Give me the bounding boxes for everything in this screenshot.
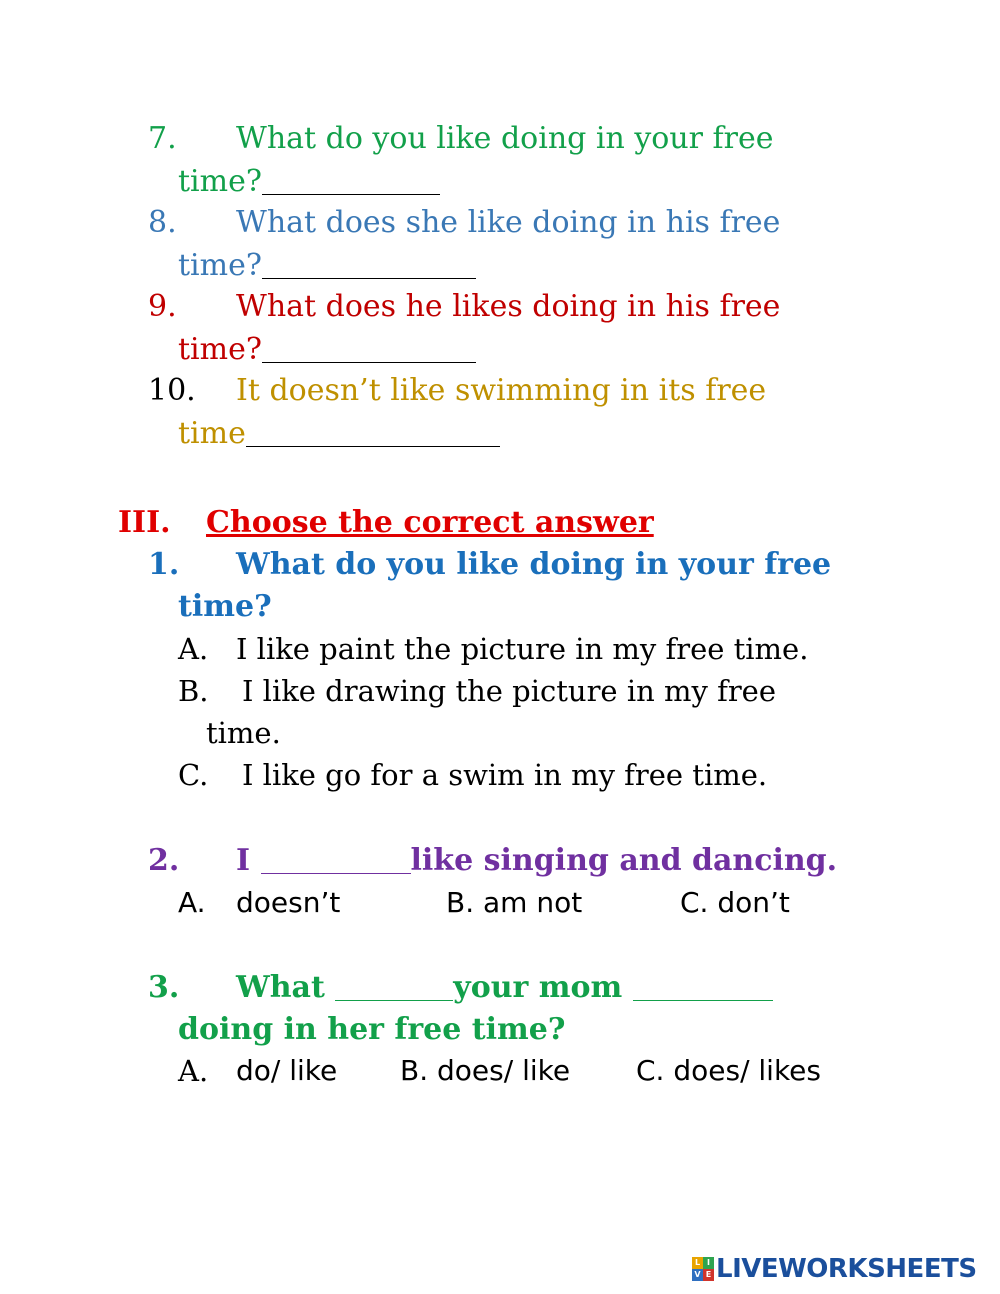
logo-icon-v: V (692, 1269, 703, 1281)
mc-q2-option-a-letter: A. (178, 886, 206, 919)
q7-text-line2 (178, 164, 440, 199)
q7-answer-blank[interactable] (262, 170, 440, 195)
q7-time: time? (178, 164, 262, 199)
mc-q1-option-b-line2[interactable]: time. (206, 716, 281, 750)
mc-q2-text-start: I (236, 843, 251, 878)
mc-q3-option-a[interactable]: do/ like (236, 1054, 338, 1087)
mc-q2-option-a[interactable]: doesn’t (236, 886, 341, 919)
section-heading: Choose the correct answer (206, 505, 654, 540)
q8-time: time? (178, 248, 262, 283)
q8-text: What does she like doing in his free (236, 205, 781, 240)
q10-text: It doesn’t like swimming in its free (236, 373, 767, 408)
q7-text: What do you like doing in your free (236, 121, 774, 156)
mc-q3-text-middle: your mom (453, 970, 623, 1005)
q8-text-line2 (178, 248, 476, 283)
mc-q2-option-b[interactable]: B. am not (446, 886, 583, 919)
mc-q3-option-a-letter: A. (178, 1054, 209, 1088)
mc-q1-option-c-letter: C. (178, 758, 209, 792)
mc-q3-blank-1[interactable] (335, 976, 453, 1001)
q9-answer-blank[interactable] (262, 338, 476, 363)
liveworksheets-logo-text: LIVEWORKSHEETS (716, 1254, 977, 1284)
mc-q3-option-b[interactable]: B. does/ like (400, 1054, 571, 1087)
mc-q2-option-c[interactable]: C. don’t (680, 886, 790, 919)
logo-icon-i: I (703, 1257, 714, 1269)
mc-q1-text: What do you like doing in your free (236, 547, 832, 582)
mc-q3-text (236, 970, 773, 1005)
mc-q1-number: 1. (148, 547, 180, 582)
mc-q3-number: 3. (148, 970, 180, 1005)
mc-q3-blank-2[interactable] (633, 976, 773, 1001)
liveworksheets-logo-icon (692, 1257, 714, 1281)
logo-icon-l: L (692, 1257, 703, 1269)
q10-time: time (178, 416, 246, 451)
logo-icon-e: E (703, 1269, 714, 1281)
q10-answer-blank[interactable] (246, 422, 500, 447)
section-roman-numeral: III. (118, 505, 171, 540)
q9-text: What does he likes doing in his free (236, 289, 781, 324)
mc-q2-blank[interactable] (261, 849, 411, 874)
mc-q1-option-a-letter: A. (178, 632, 209, 666)
mc-q2-text (236, 843, 838, 878)
mc-q2-number: 2. (148, 843, 180, 878)
mc-q3-text-line2: doing in her free time? (178, 1012, 566, 1047)
q8-answer-blank[interactable] (262, 254, 476, 279)
mc-q1-option-a[interactable]: I like paint the picture in my free time. (236, 632, 809, 666)
q9-number: 9. (148, 289, 177, 324)
mc-q1-option-c[interactable]: I like go for a swim in my free time. (242, 758, 768, 792)
q10-number: 10. (148, 373, 196, 408)
mc-q3-option-c[interactable]: C. does/ likes (636, 1054, 821, 1087)
mc-q2-text-end: like singing and dancing. (410, 843, 838, 878)
mc-q3-text-start: What (236, 970, 325, 1005)
q7-number: 7. (148, 121, 177, 156)
mc-q1-text-line2: time? (178, 589, 272, 624)
q9-time: time? (178, 332, 262, 367)
q9-text-line2 (178, 332, 476, 367)
mc-q1-option-b[interactable]: I like drawing the picture in my free (242, 674, 777, 708)
mc-q1-option-b-letter: B. (178, 674, 209, 708)
liveworksheets-logo (692, 1254, 977, 1284)
q10-text-line2 (178, 416, 500, 451)
q8-number: 8. (148, 205, 177, 240)
